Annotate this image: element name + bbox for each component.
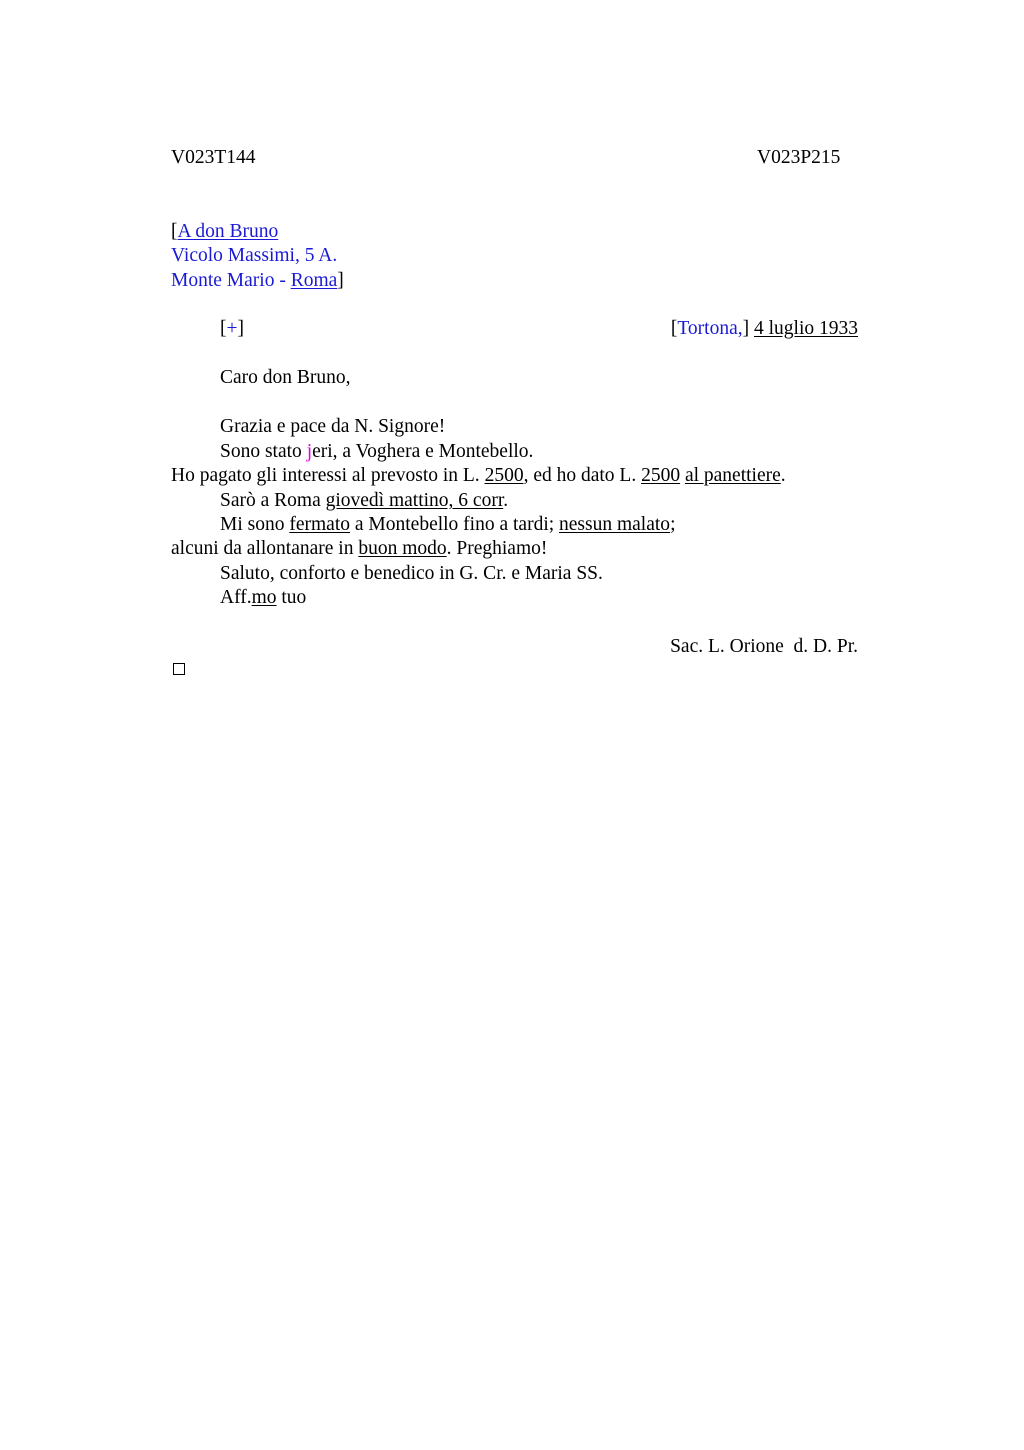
- bracket-open: [: [171, 221, 178, 242]
- superscript-mo: mo: [251, 587, 277, 608]
- recipient-link[interactable]: A don Bruno: [177, 221, 279, 242]
- place-name: Tortona,: [677, 318, 743, 339]
- arrival-date: giovedì mattino, 6 corr: [325, 490, 504, 511]
- amount-2: 2500: [641, 465, 681, 486]
- amount-1: 2500: [484, 465, 524, 486]
- bracket-close: ]: [337, 270, 344, 291]
- body-line-3: Ho pagato gli interessi al prevosto in L. 2500, ed ho dato L. 2500 al panettiere.: [171, 465, 786, 486]
- variant-letter: j: [306, 441, 313, 462]
- salutation: Caro don Bruno,: [220, 367, 351, 388]
- no-sick-text: nessun malato: [559, 514, 671, 535]
- volume-text-code: V023T144: [171, 147, 256, 168]
- signature: Sac. L. Orione d. D. Pr.: [670, 636, 858, 657]
- body-line-6: alcuni da allontanare in buon modo. Preghiamo!: [171, 538, 548, 559]
- cross-mark: [+]: [220, 318, 244, 339]
- baker-text: al panettiere: [684, 465, 781, 486]
- good-manner-text: buon modo: [358, 538, 447, 559]
- address-city-line: [171, 269, 344, 293]
- body-line-1: Grazia e pace da N. Signore!: [220, 416, 446, 437]
- stopped-text: fermato: [289, 514, 350, 535]
- end-marker-box: [173, 663, 185, 675]
- closing-line: Aff.mo tuo: [220, 587, 307, 608]
- cross-symbol: +: [226, 318, 238, 339]
- letter-date: 4 luglio 1933: [753, 318, 858, 339]
- place-date: [Tortona,] 4 luglio 1933: [670, 318, 858, 339]
- body-line-2: Sono stato jeri, a Voghera e Montebello.: [220, 441, 534, 462]
- locality-prefix: Monte Mario -: [171, 270, 291, 291]
- address-recipient-line: [171, 220, 278, 244]
- city-link[interactable]: Roma: [290, 270, 338, 291]
- body-line-5: Mi sono fermato a Montebello fino a tardi; nessun malato;: [220, 514, 676, 535]
- address-street: Vicolo Massimi, 5 A.: [171, 245, 338, 266]
- volume-page-code: V023P215: [757, 147, 841, 168]
- body-line-7: Saluto, conforto e benedico in G. Cr. e Maria SS.: [220, 563, 603, 584]
- body-line-4: Sarò a Roma giovedì mattino, 6 corr.: [220, 490, 509, 511]
